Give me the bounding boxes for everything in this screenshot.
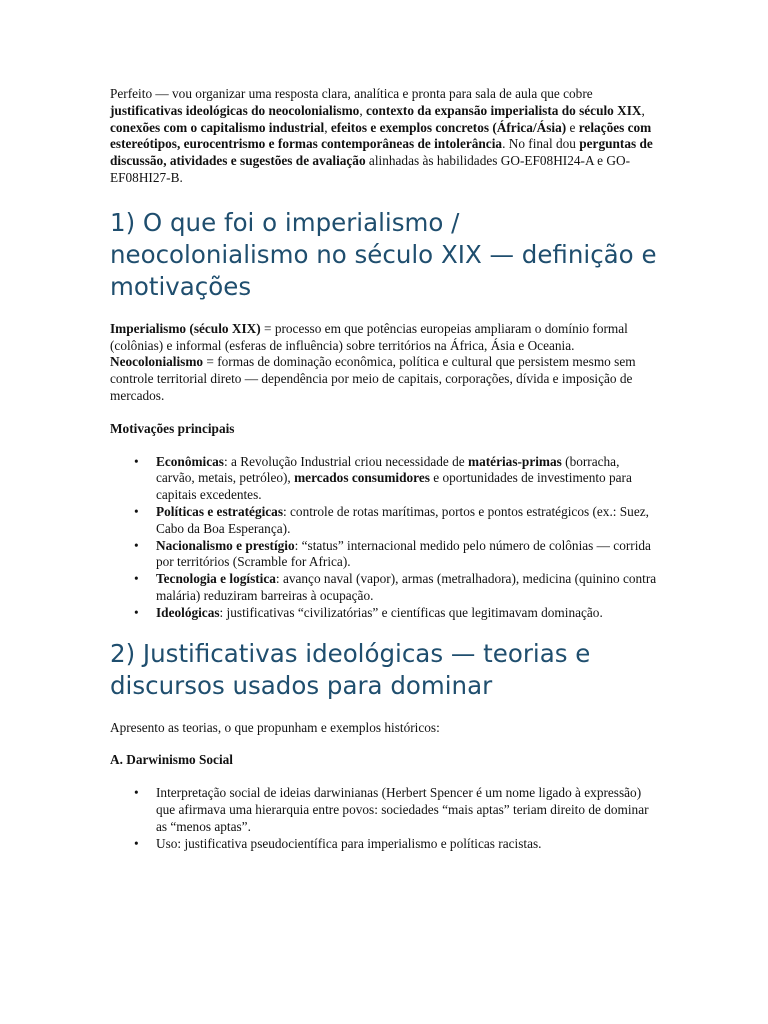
list-item <box>156 538 660 572</box>
item-text: : “status” internacional medido pelo número de colônias — corrida por territórios (Scramble for Africa). <box>156 537 651 570</box>
intro-paragraph <box>110 86 660 187</box>
definition-term: Imperialismo (século XIX) <box>110 320 261 336</box>
intro-text: , <box>324 119 331 135</box>
item-term: Políticas e estratégicas <box>156 503 284 519</box>
item-term: Nacionalismo e prestígio <box>156 537 295 553</box>
item-text: : avanço naval (vapor), armas (metralhadora), medicina (quinino contra malária) reduziram barreiras à ocupação. <box>156 571 657 603</box>
intro-text: Perfeito — vou organizar uma resposta clara, analítica e pronta para sala de aula que cobre <box>110 86 593 101</box>
list-item <box>156 605 660 622</box>
list-item: • Interpretação social de ideias darwinianas (Herbert Spencer é um nome ligado à expressão) que afirmava uma hierarquia entre povos: sociedades “mais aptas” teriam direito de dominar as “menos aptas”. <box>156 785 660 835</box>
intro-bold: perguntas de discussão, atividades e sugestões de avaliação <box>110 136 653 169</box>
item-term: matérias-primas <box>468 453 562 469</box>
subsection-a-title: A. Darwinismo Social <box>110 752 233 768</box>
intro-text: , <box>359 102 366 118</box>
definition-text: = processo em que potências europeias ampliaram o domínio formal (colônias) e informal (esferas de influência) sobre territórios na África, Ásia e Oceania. <box>110 320 628 353</box>
list-item <box>156 454 660 504</box>
item-term: Ideológicas <box>156 604 220 620</box>
section2-heading: 2) Justificativas ideológicas — teorias e discursos usados para dominar <box>110 638 591 700</box>
item-term: Econômicas <box>156 453 224 469</box>
intro-text: e <box>566 119 579 135</box>
section2-intro: Apresento as teorias, o que propunham e exemplos históricos: <box>110 719 440 735</box>
item-term: mercados consumidores <box>294 470 430 486</box>
motivations-list <box>110 454 660 622</box>
intro-text: , <box>641 102 645 118</box>
intro-bold: justificativas ideológicas do neocolonialismo <box>110 102 360 118</box>
intro-text: alinhadas às habilidades GO-EF08HI24-A e GO-EF08HI27-B. <box>110 153 631 185</box>
motivations-title: Motivações principais <box>110 420 235 436</box>
list-item <box>156 571 660 605</box>
intro-bold: efeitos e exemplos concretos (África/Ásia) <box>330 119 567 135</box>
definition-term: Neocolonialismo <box>110 354 204 370</box>
item-text: e oportunidades de investimento para capitais excedentes. <box>156 470 632 503</box>
document-page <box>110 86 660 852</box>
intro-bold: contexto da expansão imperialista do século XIX <box>365 102 642 118</box>
section1-heading: 1) O que foi o imperialismo / neocolonialismo no século XIX — definição e motivações <box>110 207 657 301</box>
intro-text: . No final dou <box>502 136 580 152</box>
definition-paragraph <box>110 321 660 405</box>
item-text: : justificativas “civilizatórias” e científicas que legitimavam dominação. <box>219 604 603 620</box>
item-term: Tecnologia e logística <box>156 571 276 587</box>
intro-bold: relações com estereótipos, eurocentrismo e formas contemporâneas de intolerância <box>110 119 652 152</box>
list-item: • Uso: justificativa pseudocientífica para imperialismo e políticas racistas. <box>156 836 660 853</box>
item-text: : a Revolução Industrial criou necessidade de <box>223 453 469 469</box>
item-text: : controle de rotas marítimas, portos e pontos estratégicos (ex.: Suez, Cabo da Boa Esperança). <box>156 503 649 536</box>
definition-text: = formas de dominação econômica, política e cultural que persistem mesmo sem controle territorial direto — dependência por meio de capitais, corporações, dívida e imposição de mercados. <box>110 354 636 403</box>
darwinism-list <box>110 785 660 852</box>
intro-bold: conexões com o capitalismo industrial <box>110 119 325 135</box>
list-item <box>156 504 660 538</box>
item-text: (borracha, carvão, metais, petróleo), <box>156 453 620 486</box>
